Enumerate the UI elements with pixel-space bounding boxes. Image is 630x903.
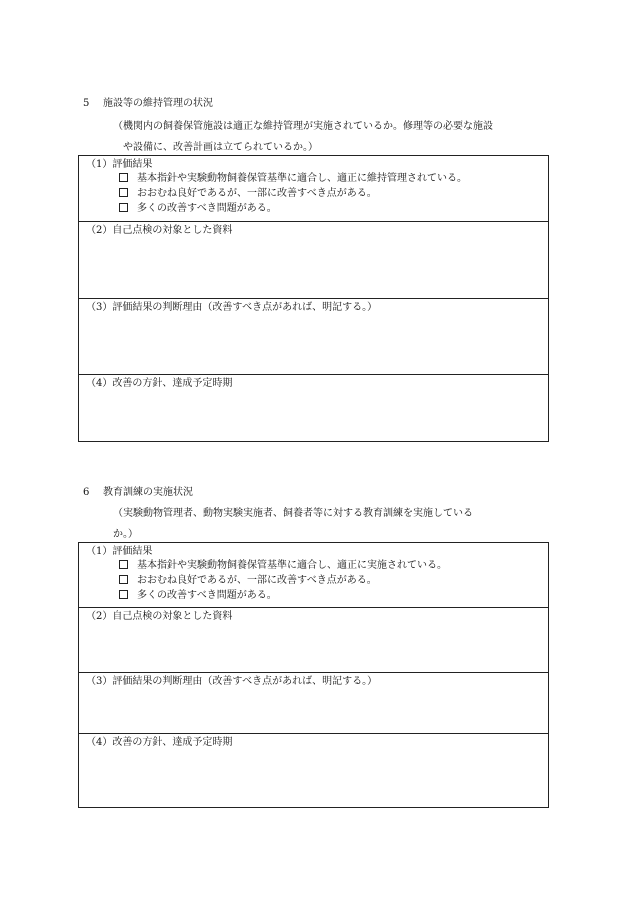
- section-6-option-2[interactable]: [119, 574, 377, 587]
- section-5-reason-row[interactable]: [79, 298, 548, 374]
- checkbox[interactable]: [119, 590, 128, 599]
- section-6-eval-title: （1）評価結果: [86, 546, 153, 557]
- section-5-option-3[interactable]: [119, 202, 277, 215]
- section-6-policy-title: （4）改善の方針、達成予定時期: [86, 737, 233, 748]
- option-label: 多くの改善すべき問題がある。: [137, 590, 277, 601]
- section-6-eval-row: [79, 543, 548, 607]
- section-5-description: [113, 116, 553, 158]
- section-6-policy-row[interactable]: [79, 733, 548, 807]
- section-5-option-1[interactable]: [119, 172, 467, 185]
- section-5-policy-row[interactable]: [79, 374, 548, 441]
- section-5-materials-title: （2）自己点検の対象とした資料: [86, 225, 233, 236]
- section-6-reason-row[interactable]: [79, 672, 548, 733]
- section-6-option-3[interactable]: [119, 589, 277, 602]
- section-6-option-1[interactable]: [119, 559, 447, 572]
- section-5-materials-row[interactable]: [79, 221, 548, 298]
- option-label: 基本指針や実験動物飼養保管基準に適合し、適正に維持管理されている。: [137, 173, 467, 184]
- section-6-description: [113, 503, 553, 545]
- section-5-reason-title: （3）評価結果の判断理由（改善すべき点があれば、明記する。）: [86, 302, 378, 313]
- option-label: おおむね良好であるが、一部に改善すべき点がある。: [137, 575, 377, 586]
- checkbox[interactable]: [119, 203, 128, 212]
- section-5-heading: [83, 97, 213, 110]
- section-5-policy-title: （4）改善の方針、達成予定時期: [86, 378, 233, 389]
- section-6-form: [78, 542, 549, 808]
- section-5-form: [78, 155, 549, 442]
- section-6-title: 教育訓練の実施状況: [103, 487, 193, 498]
- section-6-heading: [83, 486, 193, 499]
- section-5-title: 施設等の維持管理の状況: [103, 98, 213, 109]
- section-5-eval-title: （1）評価結果: [86, 159, 153, 170]
- section-6-materials-title: （2）自己点検の対象とした資料: [86, 611, 233, 622]
- checkbox[interactable]: [119, 575, 128, 584]
- checkbox[interactable]: [119, 173, 128, 182]
- section-5-number: 5: [83, 98, 90, 109]
- section-5-eval-row: [79, 156, 548, 221]
- section-6-materials-row[interactable]: [79, 607, 548, 672]
- option-label: 基本指針や実験動物飼養保管基準に適合し、適正に実施されている。: [137, 560, 447, 571]
- option-label: 多くの改善すべき問題がある。: [137, 203, 277, 214]
- checkbox[interactable]: [119, 560, 128, 569]
- section-5-option-2[interactable]: [119, 187, 377, 200]
- section-5-desc-line1: （機関内の飼養保管施設は適正な維持管理が実施されているか。修理等の必要な施設: [113, 121, 493, 132]
- checkbox[interactable]: [119, 188, 128, 197]
- section-6-number: 6: [83, 487, 90, 498]
- option-label: おおむね良好であるが、一部に改善すべき点がある。: [137, 188, 377, 199]
- section-5-desc-line2: や設備に、改善計画は立てられているか。）: [123, 142, 318, 153]
- section-6-desc-line1: （実験動物管理者、動物実験実施者、飼養者等に対する教育訓練を実施している: [113, 508, 473, 519]
- section-6-reason-title: （3）評価結果の判断理由（改善すべき点があれば、明記する。）: [86, 676, 378, 687]
- section-6-desc-line2: か。）: [113, 529, 138, 540]
